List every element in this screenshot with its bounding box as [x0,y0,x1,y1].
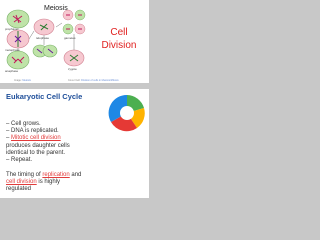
caption-link[interactable]: Meiosis [22,79,31,82]
slide-title [92,26,146,52]
cell-prophase [7,10,29,28]
diagram-title: Meiosis [44,5,68,12]
slide-title: Eukaryotic Cell Cycle [6,92,83,101]
cell-metaphase [7,30,29,48]
replication-link[interactable]: replication [42,172,70,178]
gametes-group [63,10,85,34]
title-line-cell: Cell [110,27,128,38]
cell-cycle-diagram [107,93,147,133]
phase-label: telophase [36,36,50,40]
cell-anaphase [7,51,29,69]
slide-eukaryotic-cell-cycle[interactable] [0,89,149,198]
list-item-continuation: produces daughter cells [6,142,70,149]
zygote-cell [64,50,84,66]
list-item: – Repeat. [6,157,33,164]
caption-link[interactable]: Division of cells in Meiosis/Mitosis [81,79,119,82]
list-item: – DNA is replicated. [6,128,59,135]
phase-label: gametes [64,36,76,40]
meiosis-diagram [4,3,92,76]
bullet-list [6,121,100,164]
list-item: – Cell grows. [6,121,41,127]
phase-label: metaphase [5,48,20,52]
title-line-division: Division [101,40,137,51]
mitotic-link[interactable]: Mitotic cell division [11,135,61,142]
image-caption [14,79,31,82]
cell-telophase [34,19,54,35]
caption-prefix: Cover Cell: [68,79,81,82]
timing-paragraph: The timing of replication and cell division is highly regulated [6,172,82,193]
slide-cell-division-cover[interactable] [0,0,149,83]
cover-caption [68,79,119,82]
caption-prefix: Image: [14,79,22,82]
phase-label: prophase [5,27,18,31]
phase-label: anaphase [5,69,19,73]
cell-division-pair [33,45,57,57]
list-item: – Mitotic cell division [6,135,61,142]
cell-division-link[interactable]: cell division [6,179,37,186]
phase-label: zygote [68,67,77,71]
list-item-continuation: identical to the parent. [6,149,66,156]
